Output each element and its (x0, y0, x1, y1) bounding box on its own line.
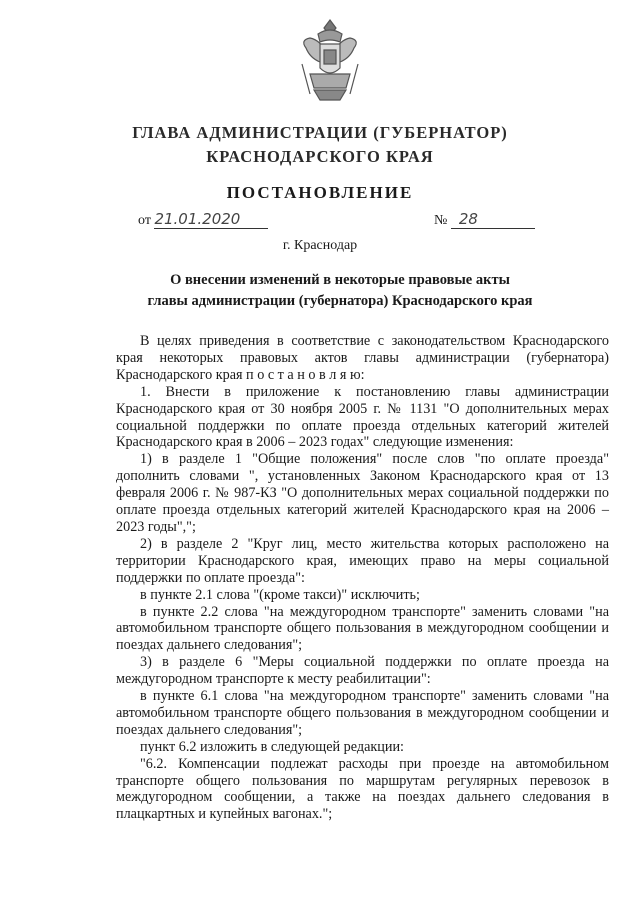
issuer-title-line2: КРАСНОДАРСКОГО КРАЯ (206, 147, 434, 166)
body-paragraph: "6.2. Компенсации подлежат расходы при проезде на автомобильном транспорте общего пользования по маршрутам регулярных перевозок в междугородном сообщении, а также на поездах дальнего следования в плацкартных и купейных вагонах."; (116, 755, 609, 823)
document-type: ПОСТАНОВЛЕНИЕ (226, 183, 414, 202)
body-paragraph: 3) в разделе 6 "Меры социальной поддержки по оплате проезда на междугородном транспорте к месту реабилитации": (116, 654, 609, 688)
body-paragraph: 1. Внести в приложение к постановлению главы администрации Краснодарского края от 30 ноября 2005 г. № 1131 "О дополнительных мерах социальной поддержки по оплате проезда отдельных категорий жителей Краснодарского края в 2006 – 2023 годах" следующие изменения: (116, 383, 609, 451)
city-name: г. Краснодар (282, 238, 358, 253)
date-value: 21.01.2020 (154, 210, 268, 229)
krasnodar-coat-of-arms-icon (296, 18, 364, 108)
body-paragraph: в пункте 2.2 слова "на междугородном транспорте" заменить словами "на автомобильном транспорте общего пользования в междугородном сообщении и поездах дальнего следования"; (116, 603, 609, 654)
number-value: 28 (451, 210, 535, 229)
body-paragraph: 1) в разделе 1 "Общие положения" после слов "по оплате проезда" дополнить словами ", установленных Законом Краснодарского края от 13 февраля 2006 г. № 987-КЗ "О дополнительных мерах социальной поддержки по оплате проезда отдельных категорий жителей Краснодарского края на 2006 – 2023 годы","; (116, 451, 609, 535)
body-paragraph: пункт 6.2 изложить в следующей редакции: (140, 738, 404, 755)
issuer-title-line1: ГЛАВА АДМИНИСТРАЦИИ (ГУБЕРНАТОР) (132, 123, 508, 142)
document-title (140, 270, 540, 312)
document-title-line1: О внесении изменений в некоторые правовые акты (170, 272, 510, 288)
document-title-line2: главы администрации (губернатора) Краснодарского края (147, 293, 533, 309)
body-paragraph: в пункте 6.1 слова "на междугородном транспорте" заменить словами "на автомобильном транспорте общего пользования в междугородном сообщении и поездах дальнего следования"; (116, 688, 609, 738)
document-body (116, 333, 609, 823)
body-paragraph: в пункте 2.1 слова "(кроме такси)" исключить; (140, 586, 420, 603)
number-field (434, 210, 535, 229)
date-field (138, 210, 268, 229)
body-paragraph: В целях приведения в соответствие с законодательством Краснодарского края некоторых правовых актов главы администрации (губернатора) Краснодарского края п о с т а н о в л я ю: (116, 333, 609, 383)
body-paragraph: 2) в разделе 2 "Круг лиц, место жительства которых расположено на территории Краснодарского края, имеющих право на меры социальной поддержки по оплате проезда": (116, 535, 609, 586)
date-prefix: от (138, 213, 151, 228)
number-prefix: № (434, 213, 448, 228)
